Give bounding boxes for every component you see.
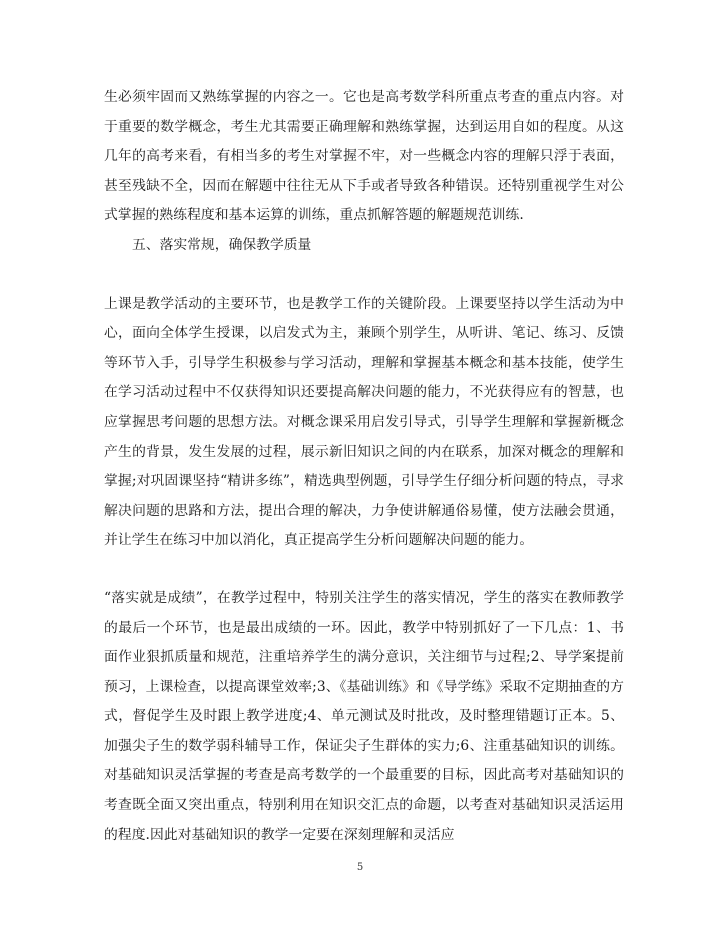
document-body — [104, 83, 624, 850]
paragraph-implementation: “落实就是成绩”，在教学过程中，特别关注学生的落实情况，学生的落实在教师教学的最后一个环节，也是最出成绩的一环。因此，教学中特别抓好了一下几点：1、书面作业狠抓质量和规范，注重培养学生的满分意识，关注细节与过程;2、导学案提前预习，上课检查，以提高课堂效率;3、《基础训练》和《导学练》采取不定期抽查的方式，督促学生及时跟上教学进度;4、单元测试及时批改，及时整理错题订正本。5、加强尖子生的数学弱科辅导工作，保证尖子生群体的实力;6、注重基础知识的训练。对基础知识灵活掌握的考查是高考数学的一个最重要的目标，因此高考对基础知识的考查既全面又突出重点，特别利用在知识交汇点的命题，以考查对基础知识灵活运用的程度.因此对基础知识的教学一定要在深刻理解和灵活应 — [104, 589, 624, 843]
section-heading: 五、落实常规，确保教学质量 — [132, 236, 312, 253]
page-number: 5 — [356, 862, 364, 873]
paragraph-spacer — [104, 556, 624, 584]
paragraph-classroom-teaching: 上课是教学活动的主要环节，也是教学工作的关键阶段。上课要坚持以学生活动为中心，面向全体学生授课，以启发式为主，兼顾个别学生，从听讲、笔记、练习、反馈等环节入手，引导学生积极参与学习活动，理解和掌握基本概念和基本技能，使学生在学习活动过程中不仅获得知识还要提高解决问题的能力，不光获得应有的智慧，也应掌握思考问题的思想方法。对概念课采用启发引导式，引导学生理解和掌握新概念产生的背景，发生发展的过程，展示新旧知识之间的内在联系，加深对概念的理解和掌握;对巩固课坚持“精讲多练”，精选典型例题，引导学生仔细分析问题的特点，寻求解决问题的思路和方法，提出合理的解决，力争使讲解通俗易懂，使方法融会贯通，并让学生在练习中加以消化，真正提高学生分析问题解决问题的能力。 — [104, 295, 624, 549]
paragraph-spacer — [104, 261, 624, 290]
paragraph-concept-mastery: 生必须牢固而又熟练掌握的内容之一。它也是高考数学科所重点考查的重点内容。对于重要的数学概念，考生尤其需要正确理解和熟练掌握，达到运用自如的程度。从这几年的高考来看，有相当多的考生对掌握不牢，对一些概念内容的理解只浮于表面，甚至残缺不全，因而在解题中往往无从下手或者导致各种错误。还特别重视学生对公式掌握的熟练程度和基本运算的训练，重点抓解答题的解题规范训练. — [104, 89, 624, 224]
